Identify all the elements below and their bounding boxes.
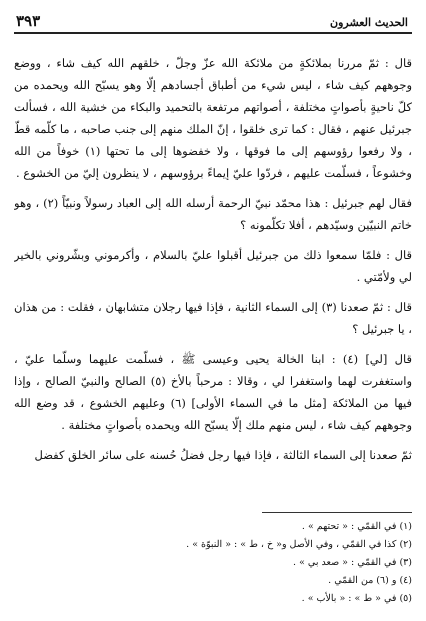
page-number: ٣٩٣ — [16, 12, 41, 30]
footnote: (٣) في القمّي : « صعد بي » . — [293, 557, 412, 568]
footnote: (١) في القمّي : « تحتهم » . — [301, 521, 412, 532]
paragraph: فقال لهم جبرئيل : هذا محمّد نبيّ الرحمة أرسله الله إلى العباد رسولاً ونبيّاً (٢) ، وهو خاتم النبيّين وسيّدهم ، أفلا تكلّمونه ؟ — [14, 196, 412, 232]
running-title: الحديث العشرون — [330, 16, 408, 29]
footnote-divider — [262, 512, 412, 513]
footnotes — [14, 518, 412, 608]
paragraph: قال : ثمّ مررنا بملائكةٍ من ملائكة الله عزّ وجلّ ، خلقهم الله كيف شاء ، ووضع وجوههم كيف شاء ، ليس شيء من أطباق أجسادهم إلّا وهو يسبّح الله ويحمده من كلّ ناحيةٍ بأصواتٍ مختلفة ، أصواتهم مرتفعة بالتحميد والبكاء من خشية الله ، فسألت جبرئيل عنهم ، فقال : كما ترى خلقوا ، إنّ الملك منهم إلى جنب صاحبه ، ما كلّمه قطّ ، ولا رفعوا رؤوسهم إلى ما فوقها ، ولا خفضوها إلى ما تحتها (١) خوفاً من الله وخشوعاً ، فسلّمت عليهم ، فردّوا عليّ إيماءً برؤوسهم ، لا ينظرون إليّ من الخشوع . — [14, 56, 412, 180]
footnote: (٤) و (٦) من القمّي . — [328, 575, 412, 586]
paragraph: قال : فلمّا سمعوا ذلك من جبرئيل أقبلوا عليّ بالسلام ، وأكرموني وبشّروني بالخير لي ولأمّتي . — [14, 248, 412, 284]
footnote: (٥) في « ط » : « بالأب » . — [301, 593, 412, 604]
page-header — [14, 8, 412, 34]
paragraph: قال [لي] (٤) : ابنا الخالة يحيى وعيسى ﷺ ، فسلّمت عليهما وسلّما عليّ ، واستغفرت لهما واستغفرا لي ، وقالا : مرحباً بالأخ (٥) الصالح والنبيّ الصالح ، وإذا فيها من الملائكة [مثل ما في السماء الأولى] (٦) وعليهم الخشوع ، قد وضع الله وجوههم كيف شاء ، ليس منهم ملك إلّا يسبّح الله ويحمده بأصواتٍ مختلفة . — [14, 352, 412, 432]
footnote: (٢) كذا في القمّي ، وفي الأصل و« خ ، ط » : « النبوّة » . — [186, 539, 412, 550]
paragraph: قال : ثمّ صعدنا (٣) إلى السماء الثانية ، فإذا فيها رجلان متشابهان ، فقلت : من هذان ، يا جبرئيل ؟ — [14, 300, 412, 336]
paragraph: ثمّ صعدنا إلى السماء الثالثة ، فإذا فيها رجل فضلُ حُسنه على سائر الخلق كفضل — [34, 448, 412, 462]
main-text — [14, 52, 412, 502]
